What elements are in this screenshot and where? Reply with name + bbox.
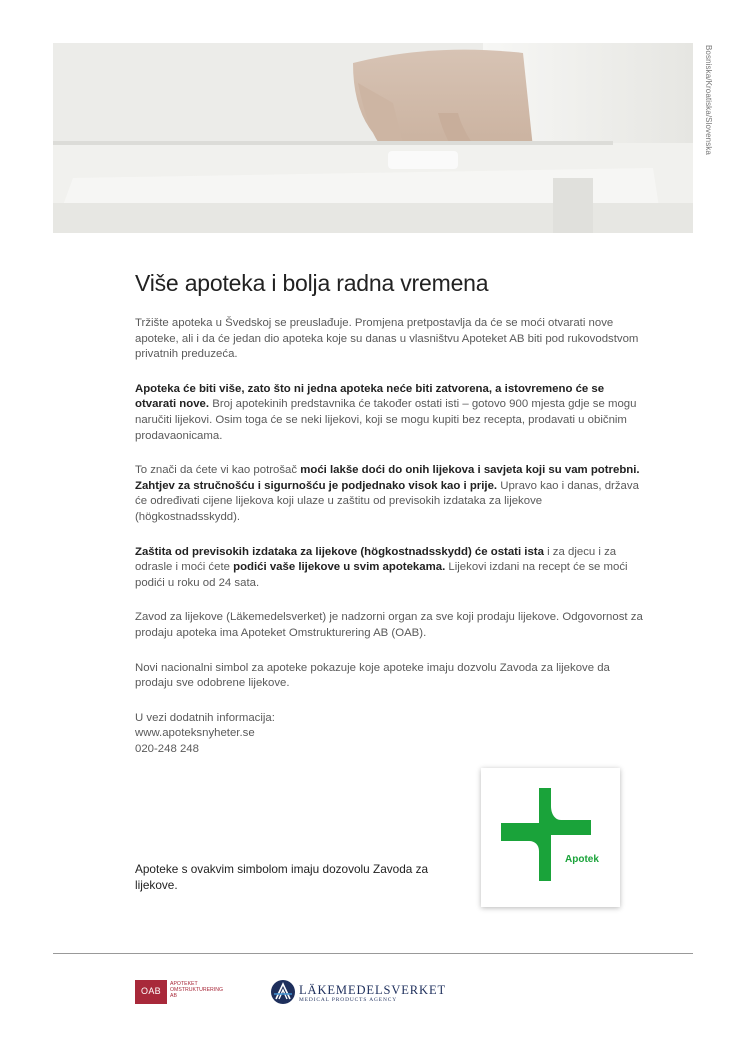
paragraph-cost-protection-mid: i za djecu i za odrasle i moći ćete xyxy=(135,545,617,574)
oab-name-line-2: OMSTRUKTURERING xyxy=(170,987,224,993)
paragraph-intro xyxy=(135,316,645,363)
contact-info xyxy=(135,711,645,758)
apotek-label: Apotek xyxy=(565,854,599,865)
page-title: Više apoteka i bolja radna vremena xyxy=(135,270,489,296)
lakemedelsverket-emblem-icon xyxy=(270,979,296,1010)
paragraph-consumer-text: Upravo kao i danas, država će određivati cijene lijekova koji ulaze u zaštitu od previsokih izdataka za lijekove (högkostnadsskydd). xyxy=(135,479,639,523)
main-content xyxy=(135,270,645,776)
hero-photo xyxy=(53,43,693,233)
symbol-caption: Apoteke s ovakvim simbolom imaju dozovolu Zavoda za lijekove. xyxy=(135,862,429,892)
paragraph-consumer-bold: moći lakše doći do onih lijekova i savjeta koji su vam potrebni. Zahtjev za stručnošću i sigurnošću je podjednako visok kao i prije. xyxy=(135,464,640,492)
lakemedelsverket-subtitle: MEDICAL PRODUCTS AGENCY xyxy=(299,997,398,1003)
oab-name-line-3: AB xyxy=(170,993,177,999)
paragraph-consumer-intro: To znači da ćete vi kao potrošač xyxy=(135,464,301,477)
paragraph-intro-text: Tržište apoteka u Švedskoj se preuslađuje. Promjena pretpostavlja da će se moći otvarati nove apoteke, ali i da će jedan dio apoteka koje su danas u vlasništvu Apoteket AB biti pod rukovodstvom privatnih preduzeća. xyxy=(135,317,639,361)
apotek-symbol-card xyxy=(481,768,620,907)
language-label: Bosniska/Kroatiska/Slovenska xyxy=(704,45,713,155)
paragraph-cost-protection-bold-2: podići vaše lijekove u svim apotekama. xyxy=(233,561,446,574)
paragraph-cost-protection-bold: Zaštita od previsokih izdataka za lijekove (högkostnadsskydd) će ostati ista xyxy=(135,545,544,558)
contact-phone: 020-248 248 xyxy=(135,742,199,755)
paragraph-symbol-text: Novi nacionalni simbol za apoteke pokazuje koje apoteke imaju dozvolu Zavoda za lijekove da prodaju sve odobrene lijekove. xyxy=(135,661,610,690)
paragraph-more-pharmacies xyxy=(135,382,645,444)
paragraph-more-pharmacies-text: Broj apotekinih predstavnika će također ostati isti – gotovo 900 mjesta gdje se mogu naručiti lijekovi. Osim toga će se neki lijekovi, koji se mogu kupiti bez recepta, prodavati u običnim prodavaonicama. xyxy=(135,398,637,442)
paragraph-cost-protection-text: Lijekovi izdani na recept će se moći podići u roku od 24 sata. xyxy=(135,561,628,589)
oab-mark: OAB xyxy=(141,986,161,996)
apotek-cross-icon xyxy=(481,768,620,907)
footer-divider xyxy=(53,953,693,954)
oab-logo xyxy=(135,980,167,1004)
paragraph-agency-text: Zavod za lijekove (Läkemedelsverket) je nadzorni organ za sve koji prodaju lijekove. Odgovornost za prodaju apoteka ima Apoteket Omstrukturering AB (OAB). xyxy=(135,611,643,639)
lakemedelsverket-name: LÄKEMEDELSVERKET xyxy=(299,983,447,997)
contact-website-link[interactable]: www.apoteksnyheter.se xyxy=(135,727,255,740)
paragraph-consumer xyxy=(135,463,645,525)
paragraph-agency xyxy=(135,610,645,641)
paragraph-cost-protection xyxy=(135,545,645,592)
paragraph-more-pharmacies-bold: Apoteka će biti više, zato što ni jedna apoteka neće biti zatvorena, a istovremeno će se otvarati nove. xyxy=(135,382,605,411)
oab-name xyxy=(170,981,223,999)
contact-heading: U vezi dodatnih informacija: xyxy=(135,711,275,724)
paragraph-symbol xyxy=(135,661,645,692)
hand-drawer-illustration xyxy=(53,43,693,233)
oab-name-line-1: APOTEKET xyxy=(170,981,198,987)
